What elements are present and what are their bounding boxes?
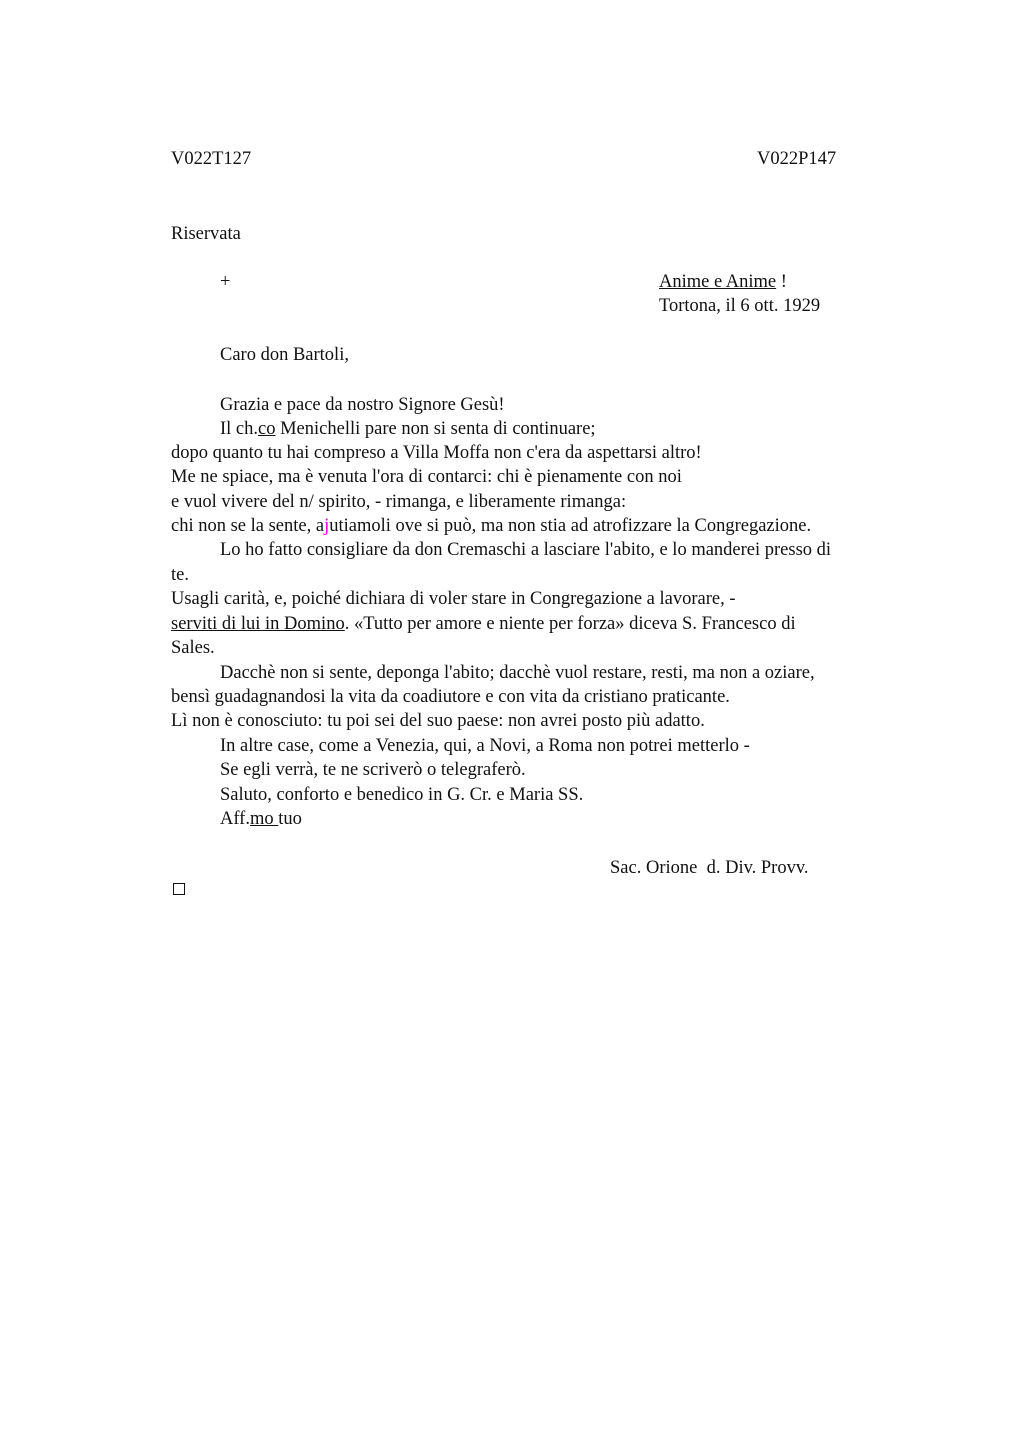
signature: Sac. Orione d. Div. Provv.	[610, 858, 809, 878]
body-line-13: bensì guadagnandosi la vita da coadiutore e con vita da cristiano praticante.	[171, 687, 730, 707]
body-line-17: Saluto, conforto e benedico in G. Cr. e Maria SS.	[220, 785, 584, 805]
body-line-10-rest: . «Tutto per amore e niente per forza» diceva S. Francesco di	[344, 614, 796, 634]
body-line-9: Usagli carità, e, poiché dichiara di voler stare in Congregazione a lavorare, -	[171, 589, 736, 609]
body-line-6-b: utiamoli ove si può, ma non stia ad atrofizzare la Congregazione.	[329, 516, 812, 536]
body-line-14: Lì non è conosciuto: tu poi sei del suo paese: non avrei posto più adatto.	[171, 711, 705, 731]
place-date: Tortona, il 6 ott. 1929	[659, 296, 821, 316]
salutation: Caro don Bartoli,	[220, 345, 349, 365]
classification-label: Riservata	[171, 224, 241, 244]
body-line-12: Dacchè non si sente, deponga l'abito; dacchè vuol restare, resti, ma non a oziare,	[220, 663, 815, 683]
motto	[659, 270, 787, 294]
body-line-3: dopo quanto tu hai compreso a Villa Moffa non c'era da aspettarsi altro!	[171, 443, 702, 463]
body-line-7: Lo ho fatto consigliare da don Cremaschi a lasciare l'abito, e lo manderei presso di	[220, 540, 832, 560]
closing-prefix: Aff.	[220, 809, 250, 829]
body-line-10	[171, 612, 796, 636]
closing-abbrev: mo	[249, 809, 279, 829]
document-code-left: V022T127	[171, 149, 252, 169]
body-line-8: te.	[171, 565, 189, 585]
end-marker-box	[173, 883, 185, 895]
body-line-2	[220, 417, 596, 441]
document-code-right: V022P147	[757, 149, 837, 169]
body-line-6	[171, 514, 811, 538]
body-line-2-prefix: Il ch.	[220, 419, 259, 439]
motto-suffix: !	[776, 272, 787, 292]
cross-symbol: +	[220, 272, 231, 292]
body-line-4: Me ne spiace, ma è venuta l'ora di contarci: chi è pienamente con noi	[171, 467, 682, 487]
closing-rest: tuo	[278, 809, 302, 829]
closing-line	[220, 807, 302, 831]
motto-underlined: Anime e Anime	[659, 272, 777, 292]
body-line-10-underlined: serviti di lui in Domino	[171, 614, 345, 634]
body-line-5: e vuol vivere del n/ spirito, - rimanga, e liberamente rimanga:	[171, 492, 627, 512]
body-line-2-abbrev: co	[258, 419, 276, 439]
body-line-11: Sales.	[171, 638, 215, 658]
body-line-6-a: chi non se la sente, a	[171, 516, 325, 536]
body-line-6-mark: j	[324, 516, 330, 536]
body-line-15: In altre case, come a Venezia, qui, a Novi, a Roma non potrei metterlo -	[220, 736, 750, 756]
body-line-2-rest: Menichelli pare non si senta di continuare;	[275, 419, 596, 439]
body-line-16: Se egli verrà, te ne scriverò o telegraferò.	[220, 760, 526, 780]
body-line-1: Grazia e pace da nostro Signore Gesù!	[220, 395, 505, 415]
